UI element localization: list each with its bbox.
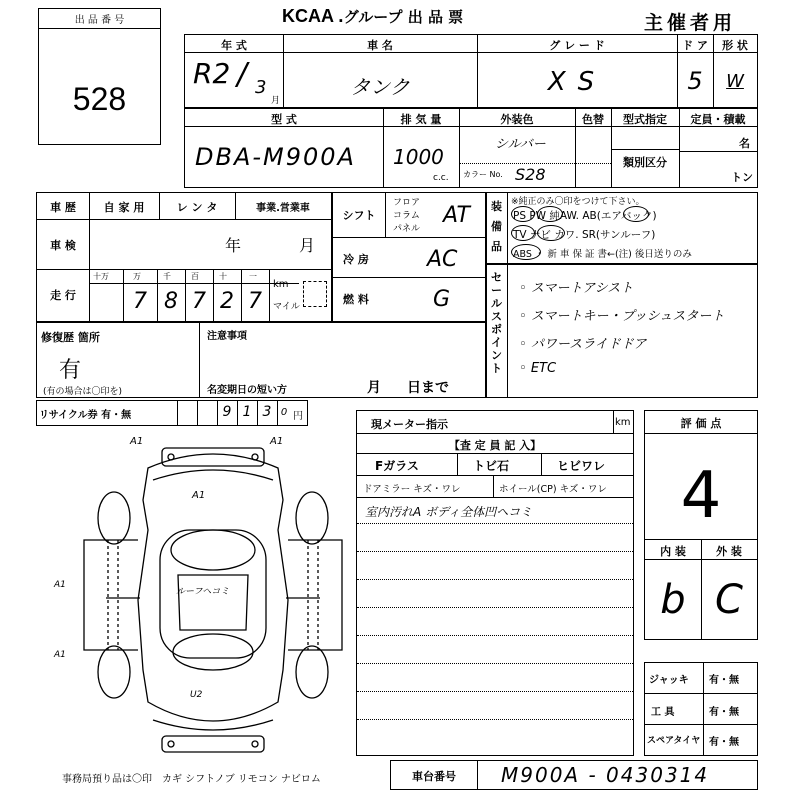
color-no-label: カラー No. xyxy=(463,170,503,179)
digit-label-100: 百 xyxy=(191,272,199,281)
shape-label: 形 状 xyxy=(722,39,748,52)
equipment-line-3: ABS ・ 新 車 保 証 書←(注) 後日送りのみ xyxy=(513,249,692,260)
month-value: 3 xyxy=(255,77,267,98)
organizer-copy-label: 主催者用 xyxy=(644,12,737,34)
shift-label: シフト xyxy=(342,209,376,222)
damage-mark-hood: A1 xyxy=(192,490,206,501)
grade-value: XS xyxy=(547,67,607,97)
header-title xyxy=(282,6,463,27)
inspection-year: 年 xyxy=(225,236,242,255)
aircon-label: 冷 房 xyxy=(343,253,369,266)
shift-option-panel[interactable]: パネル xyxy=(393,224,421,234)
km-unit: km xyxy=(273,279,289,290)
color-label: 外装色 xyxy=(500,113,534,126)
displacement-value: 1000 xyxy=(393,145,444,169)
mileage-digit-10: 2 xyxy=(220,289,234,314)
year-value: R2 xyxy=(193,57,231,90)
crack-label: ヒビワレ xyxy=(557,459,606,473)
inspection-month: 月 xyxy=(299,236,316,255)
inspection-block xyxy=(356,410,634,756)
displacement-label: 排 気 量 xyxy=(400,113,442,126)
mileage-digit-100: 7 xyxy=(192,289,206,314)
mirror-label: ドアミラー キズ・ワレ xyxy=(363,484,461,495)
repair-value: 有 xyxy=(59,358,82,383)
car-name-label: 車 名 xyxy=(367,39,393,52)
repair-note: (有の場合は〇印を) xyxy=(43,387,123,397)
exterior-value: C xyxy=(715,577,743,623)
sales-point-1: ◦ スマートアシスト xyxy=(519,281,634,296)
recycle-digit-2: 1 xyxy=(242,404,252,420)
recycle-unit: 円 xyxy=(293,411,303,422)
spec-row xyxy=(184,108,758,188)
class-label: 類別区分 xyxy=(623,156,667,169)
car-body-outline xyxy=(84,448,342,752)
chassis-label: 車台番号 xyxy=(412,770,456,783)
equipment-line-2: TV ナビ カワ. SR(サンルーフ) xyxy=(513,229,656,241)
pw-circle xyxy=(537,206,563,222)
sales-point-3: ◦ パワースライドドア xyxy=(519,337,647,352)
history-private[interactable]: 自 家 用 xyxy=(103,201,145,214)
recycle-label: リサイクル券 有・無 xyxy=(39,410,132,421)
meter-label: 現メーター指示 xyxy=(371,418,448,431)
history-label: 車 歴 xyxy=(50,201,76,214)
month-unit: 月 xyxy=(271,96,281,106)
history-block xyxy=(36,192,332,322)
recycle-digit-3: 3 xyxy=(262,404,272,420)
tool-choice[interactable]: 有・無 xyxy=(709,707,739,718)
windshield-label: Fガラス xyxy=(375,459,419,473)
shift-option-floor[interactable]: フロア xyxy=(393,198,421,208)
color-value: シルバー xyxy=(495,137,546,152)
lot-number-label: 出 品 番 号 xyxy=(74,15,125,26)
jack-choice[interactable]: 有・無 xyxy=(709,675,739,686)
sales-point-4: ◦ ETC xyxy=(519,361,557,376)
digit-label-10: 十 xyxy=(219,272,227,281)
name-change-month: 月 xyxy=(367,380,381,396)
notes-label: 注意事項 xyxy=(207,331,247,342)
aircon-value: AC xyxy=(427,247,458,272)
office-note: 事務局預り品は〇印 カギ シフトノブ リモコン ナビロム xyxy=(62,774,321,785)
mileage-digit-10k: 7 xyxy=(133,289,147,314)
capacity-label: 定員・積載 xyxy=(690,113,746,126)
digit-label-10k: 万 xyxy=(133,272,141,281)
score-label: 評 価 点 xyxy=(680,417,722,430)
score-value: 4 xyxy=(680,459,722,533)
interior-value: b xyxy=(660,577,686,623)
recycle-row xyxy=(36,400,308,426)
tools-block xyxy=(644,662,758,756)
color-change-label: 色替 xyxy=(582,113,604,126)
chassis-value: M900A - 0430314 xyxy=(501,763,710,787)
abs-circle xyxy=(511,244,541,260)
shift-option-column[interactable]: コラム xyxy=(393,211,420,221)
car-damage-diagram xyxy=(78,440,348,760)
lot-number-box xyxy=(38,8,161,145)
fuel-value: G xyxy=(433,287,451,312)
chassis-row xyxy=(390,760,758,790)
wheel-label: ホイール(CP) キズ・ワレ xyxy=(499,484,607,495)
damage-mark-front-right: A1 xyxy=(270,436,284,447)
mileage-digit-1: 7 xyxy=(248,289,262,314)
inspector-header: 【査 定 員 記 入】 xyxy=(448,439,542,452)
car-name-value: タンク xyxy=(350,75,410,99)
interior-label: 内 装 xyxy=(660,545,686,558)
drivetrain-block xyxy=(332,192,486,322)
year-label: 年 式 xyxy=(221,39,247,52)
sales-points-label: セールスポイント xyxy=(491,271,502,375)
ab-circle xyxy=(623,206,649,222)
damage-mark-roof: ルーフヘコミ xyxy=(176,587,230,597)
recycle-digit-4: 0 xyxy=(280,407,288,418)
color-no-value: S28 xyxy=(515,165,546,184)
meter-unit: km xyxy=(615,417,631,428)
equipment-block xyxy=(486,192,758,264)
sales-point-2: ◦ スマートキー・プッシュスタート xyxy=(519,309,725,324)
damage-mark-front-left: A1 xyxy=(130,436,144,447)
tv-circle xyxy=(511,225,535,241)
shape-value: W xyxy=(726,71,744,92)
damage-mark-left-rear-door: A1 xyxy=(54,650,66,660)
digit-label-1k: 千 xyxy=(163,272,171,281)
mileage-digit-1k: 8 xyxy=(164,289,178,314)
name-change-day: 日まで xyxy=(407,380,449,396)
history-rental[interactable]: レ ン タ xyxy=(176,201,218,214)
mile-unit: マイル xyxy=(273,302,300,312)
damage-mark-left-front-door: A1 xyxy=(54,580,66,590)
spare-choice[interactable]: 有・無 xyxy=(709,737,739,748)
sales-points-block xyxy=(486,264,758,398)
door-label: ド ア xyxy=(682,39,708,52)
mile-checkbox[interactable] xyxy=(303,281,327,307)
jack-label: ジャッキ xyxy=(649,675,689,686)
grade-label: グ レ ー ド xyxy=(549,39,605,52)
equipment-note: ※純正のみ〇印をつけて下さい。 xyxy=(511,197,645,207)
digit-label-100k: 十万 xyxy=(93,272,109,281)
history-business[interactable]: 事業.営業車 xyxy=(256,203,310,214)
person-unit: 名 xyxy=(739,137,750,150)
fuel-label: 燃 料 xyxy=(343,293,369,306)
inspection-label: 車 検 xyxy=(50,239,76,252)
grade-block xyxy=(644,410,758,640)
equipment-line-1: PS PW 純AW. AB(エアバック) xyxy=(513,210,657,222)
shift-value: AT xyxy=(443,203,470,228)
exterior-label: 外 装 xyxy=(716,545,742,558)
brand-logo: KCAA xyxy=(282,6,334,26)
cc-unit: c.c. xyxy=(433,173,449,183)
model-value: DBA-M900A xyxy=(195,143,356,171)
navi-circle xyxy=(537,225,565,241)
inspector-remark: 室内汚れA ボディ全体凹ヘコミ xyxy=(365,505,533,519)
tool-label: 工 具 xyxy=(651,707,675,718)
door-value: 5 xyxy=(687,67,703,95)
equipment-label: 装 備 品 xyxy=(491,200,502,253)
digit-label-1: 一 xyxy=(249,272,257,281)
recycle-digit-1: 9 xyxy=(222,404,232,420)
damage-mark-rear: U2 xyxy=(190,690,203,700)
type-spec-label: 型式指定 xyxy=(623,113,667,126)
vehicle-info-row xyxy=(184,34,758,108)
name-change-label: 名変期日の短い方 xyxy=(207,385,287,396)
spare-label: スペアタイヤ xyxy=(647,736,701,746)
ton-unit: トン xyxy=(731,171,753,184)
chip-label: トビ石 xyxy=(473,459,510,473)
form-title: .グループ 出 品 票 xyxy=(338,8,464,26)
model-label: 型 式 xyxy=(271,113,297,126)
year-slash: / xyxy=(237,57,248,92)
ps-circle xyxy=(511,206,535,222)
lot-number-value: 528 xyxy=(72,81,127,117)
repair-label: 修復歴 箇所 xyxy=(41,331,100,344)
mileage-label: 走 行 xyxy=(50,289,76,302)
repair-notes-block xyxy=(36,322,486,398)
